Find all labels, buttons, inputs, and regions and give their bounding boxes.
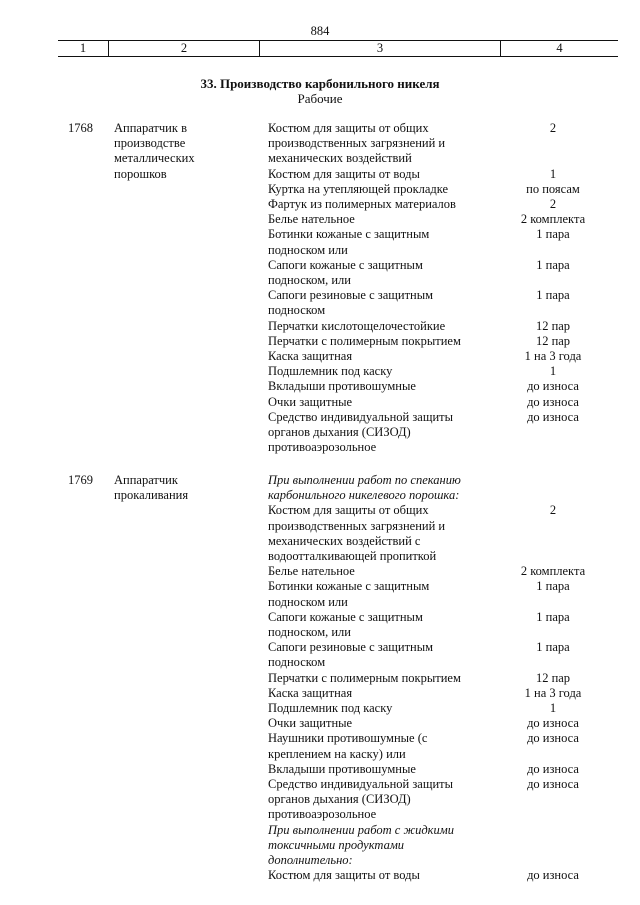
ppe-item-row [268,288,608,318]
ppe-item-quantity: до износа [527,716,579,731]
ppe-item-row [268,731,608,761]
ppe-item-quantity: 2 комплекта [520,212,586,227]
ppe-item-quantity: 1 на 3 года [524,349,582,364]
ppe-item-list [268,121,608,455]
ppe-item-name: Костюм для защиты от общих производственных загрязнений и механических воздействий [268,121,446,166]
ppe-item-name: Сапоги кожаные с защитным подноском, или [268,257,423,288]
ppe-item-quantity: 1 пара [536,227,570,242]
ppe-item-quantity: 1 пара [536,579,570,594]
ppe-item-quantity: 12 пар [535,670,571,685]
ppe-item-row [268,182,608,197]
condition-note-text: При выполнении работ с жидкими токсичными продуктами дополнительно: [268,822,454,868]
ppe-item-quantity: до износа [527,731,579,746]
ppe-item-quantity: до износа [527,394,579,409]
ppe-item-name: Вкладыши противошумные [268,379,416,394]
ppe-item-name: Очки защитные [268,394,353,409]
ppe-item-name: Ботинки кожаные с защитным подноском или [268,579,430,609]
ppe-item-quantity: 1 пара [536,609,570,624]
ppe-item-row [268,701,608,716]
ppe-item-row [268,579,608,609]
ppe-item-row [268,227,608,257]
ppe-item-list [268,473,608,883]
ppe-item-quantity: 2 комплекта [520,564,586,579]
ppe-item-row [268,716,608,731]
ppe-item-row [268,503,608,564]
ppe-item-row [268,410,608,456]
ppe-item-row [268,395,608,410]
ppe-item-quantity: до износа [527,761,579,776]
section-title: 33. Производство карбонильного никеля [200,76,440,91]
ppe-item-name: Подшлемник под каску [268,364,393,379]
ppe-item-row [268,379,608,394]
ppe-item-quantity: по поясам [526,181,580,196]
condition-note [268,823,608,869]
ppe-item-quantity: 1 [549,166,557,181]
profession-name: Аппаратчик прокаливания [114,473,189,503]
ppe-item-quantity: 12 пар [535,318,571,333]
ppe-item-name: Белье нательное [268,564,355,579]
condition-note-text: При выполнении работ по спеканию карбонильного никелевого порошка: [268,473,461,503]
ppe-item-name: Сапоги кожаные с защитным подноском, или [268,609,423,640]
ppe-item-row [268,197,608,212]
ppe-item-name: Наушники противошумные (с креплением на каску) или [268,731,428,761]
ppe-item-name: Ботинки кожаные с защитным подноском или [268,227,430,257]
ppe-item-row [268,610,608,640]
ppe-item-quantity: 1 пара [536,257,570,272]
ppe-item-row [268,868,608,883]
ppe-item-quantity: 1 на 3 года [524,685,582,700]
ppe-item-row [268,686,608,701]
ppe-item-row [268,564,608,579]
ppe-item-name: Вкладыши противошумные [268,761,416,776]
ppe-item-row [268,212,608,227]
ppe-item-quantity: до износа [527,777,579,792]
ppe-item-quantity: 1 [549,364,557,379]
ppe-item-name: Белье нательное [268,212,355,227]
ppe-item-row [268,334,608,349]
ppe-item-name: Костюм для защиты от общих производственных загрязнений и механических воздействий с водоотталкивающей пропиткой [268,503,446,564]
ppe-item-row [268,121,608,167]
ppe-item-name: Подшлемник под каску [268,701,393,716]
ppe-item-name: Костюм для защиты от воды [268,166,420,181]
ppe-item-row [268,640,608,670]
ppe-item-quantity: 2 [549,121,557,135]
ppe-item-name: Перчатки с полимерным покрытием [268,670,461,685]
ppe-item-quantity: до износа [527,409,579,424]
ppe-item-row [268,319,608,334]
ppe-item-quantity: 1 пара [536,640,570,655]
ppe-item-row [268,258,608,288]
ppe-item-row [268,762,608,777]
column-header-row [58,40,618,57]
ppe-item-name: Костюм для защиты от воды [268,868,420,883]
column-header-3: 3 [259,41,500,56]
entry-code: 1769 [68,473,93,487]
ppe-item-name: Фартук из полимерных материалов [268,197,456,212]
ppe-item-quantity: 2 [549,503,557,518]
ppe-item-quantity: до износа [527,379,579,394]
ppe-item-quantity: 2 [549,197,557,212]
entry-code: 1768 [68,121,93,135]
ppe-item-name: Перчатки с полимерным покрытием [268,333,461,348]
ppe-item-row [268,777,608,823]
profession-name: Аппаратчик в производстве металлических порошков [114,121,195,181]
column-header-2: 2 [108,41,259,56]
ppe-item-name: Средство индивидуальной защиты органов дыхания (СИЗОД) противоаэрозольное [268,777,454,822]
ppe-item-quantity: 1 [549,701,557,716]
ppe-item-name: Перчатки кислотощелочестойкие [268,318,446,333]
condition-note [268,473,608,503]
ppe-item-row [268,349,608,364]
ppe-item-name: Каска защитная [268,349,353,364]
ppe-item-name: Куртка на утепляющей прокладке [268,181,449,196]
ppe-item-row [268,167,608,182]
column-header-4: 4 [500,41,618,56]
ppe-item-name: Очки защитные [268,716,353,731]
ppe-item-name: Средство индивидуальной защиты органов дыхания (СИЗОД) противоаэрозольное [268,409,454,455]
ppe-item-quantity: до износа [527,868,579,883]
column-header-1: 1 [79,41,87,55]
ppe-item-row [268,671,608,686]
ppe-item-quantity: 12 пар [535,333,571,348]
ppe-item-name: Сапоги резиновые с защитным подноском [268,288,434,318]
ppe-item-name: Сапоги резиновые с защитным подноском [268,640,434,670]
ppe-item-quantity: 1 пара [536,288,570,303]
page-number: 884 [310,24,330,38]
ppe-item-row [268,364,608,379]
ppe-item-name: Каска защитная [268,685,353,700]
section-subtitle: Рабочие [297,91,343,106]
